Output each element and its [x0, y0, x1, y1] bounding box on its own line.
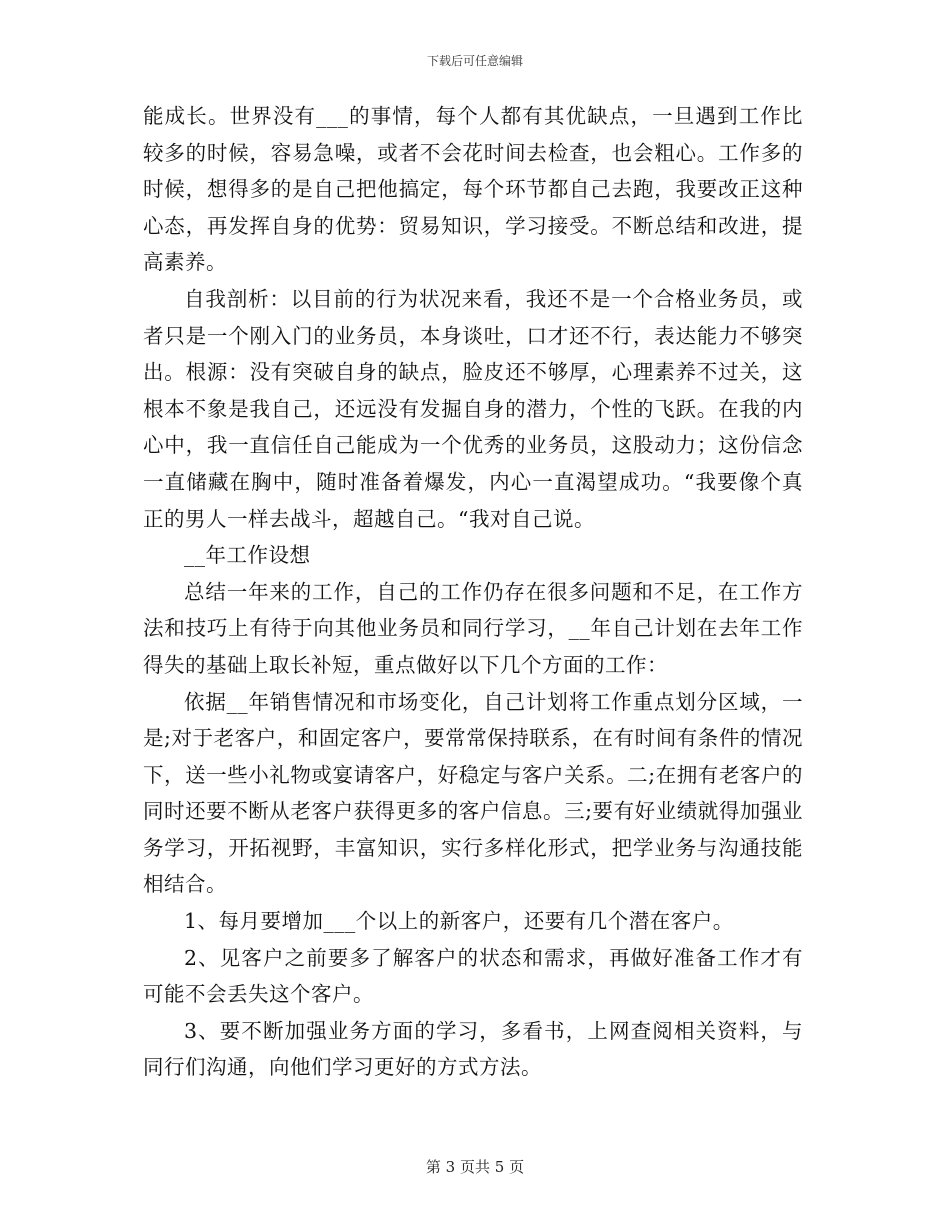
page-number-footer: 第 3 页共 5 页	[425, 1158, 525, 1176]
section-heading-work-plan: __年工作设想	[184, 543, 311, 568]
paragraph-continuation: 能成长。世界没有___的事情，每个人都有其优缺点，一旦遇到工作比较多的时候，容易急噪，或者不会花时间去检查，也会粗心。工作多的时候，想得多的是自己把他搞定，每个环节都自己去跑，我要改正这种心态，再发挥自身的优势：贸易知识，学习接受。不断总结和改进，提高素养。	[143, 104, 803, 275]
paragraph-summary: 总结一年来的工作，自己的工作仍存在很多问题和不足，在工作方法和技巧上有待于向其他业务员和同行学习，__年自己计划在去年工作得失的基础上取长补短，重点做好以下几个方面的工作：	[143, 579, 803, 677]
list-item-3: 3、要不断加强业务方面的学习，多看书，上网查阅相关资料，与同行们沟通，向他们学习更好的方式方法。	[143, 1018, 803, 1080]
paragraph-self-analysis: 自我剖析：以目前的行为状况来看，我还不是一个合格业务员，或者只是一个刚入门的业务员，本身谈吐，口才还不行，表达能力不够突出。根源：没有突破自身的缺点，脸皮还不够厚，心理素养不过关，这根本不象是我自己，还远没有发掘自身的潜力，个性的飞跃。在我的内心中，我一直信任自己能成为一个优秀的业务员，这股动力；这份信念一直储藏在胸中，随时准备着爆发，内心一直渴望成功。“我要像个真正的男人一样去战斗，超越自己。“我对自己说。	[143, 286, 803, 531]
list-item-1: 1、每月要增加___个以上的新客户，还要有几个潜在客户。	[184, 909, 734, 934]
list-item-2: 2、见客户之前要多了解客户的状态和需求，再做好准备工作才有可能不会丢失这个客户。	[143, 945, 803, 1007]
paragraph-regional-plan: 依据__年销售情况和市场变化，自己计划将工作重点划分区域，一是;对于老客户，和固定客户，要常常保持联系，在有时间有条件的情况下，送一些小礼物或宴请客户，好稳定与客户关系。二;在拥有老客户的同时还要不断从老客户获得更多的客户信息。三;要有好业绩就得加强业务学习，开拓视野，丰富知识，实行多样化形式，把学业务与沟通技能相结合。	[143, 689, 803, 897]
page-header: 下载后可任意编辑	[426, 54, 523, 68]
document-body	[143, 98, 803, 1086]
